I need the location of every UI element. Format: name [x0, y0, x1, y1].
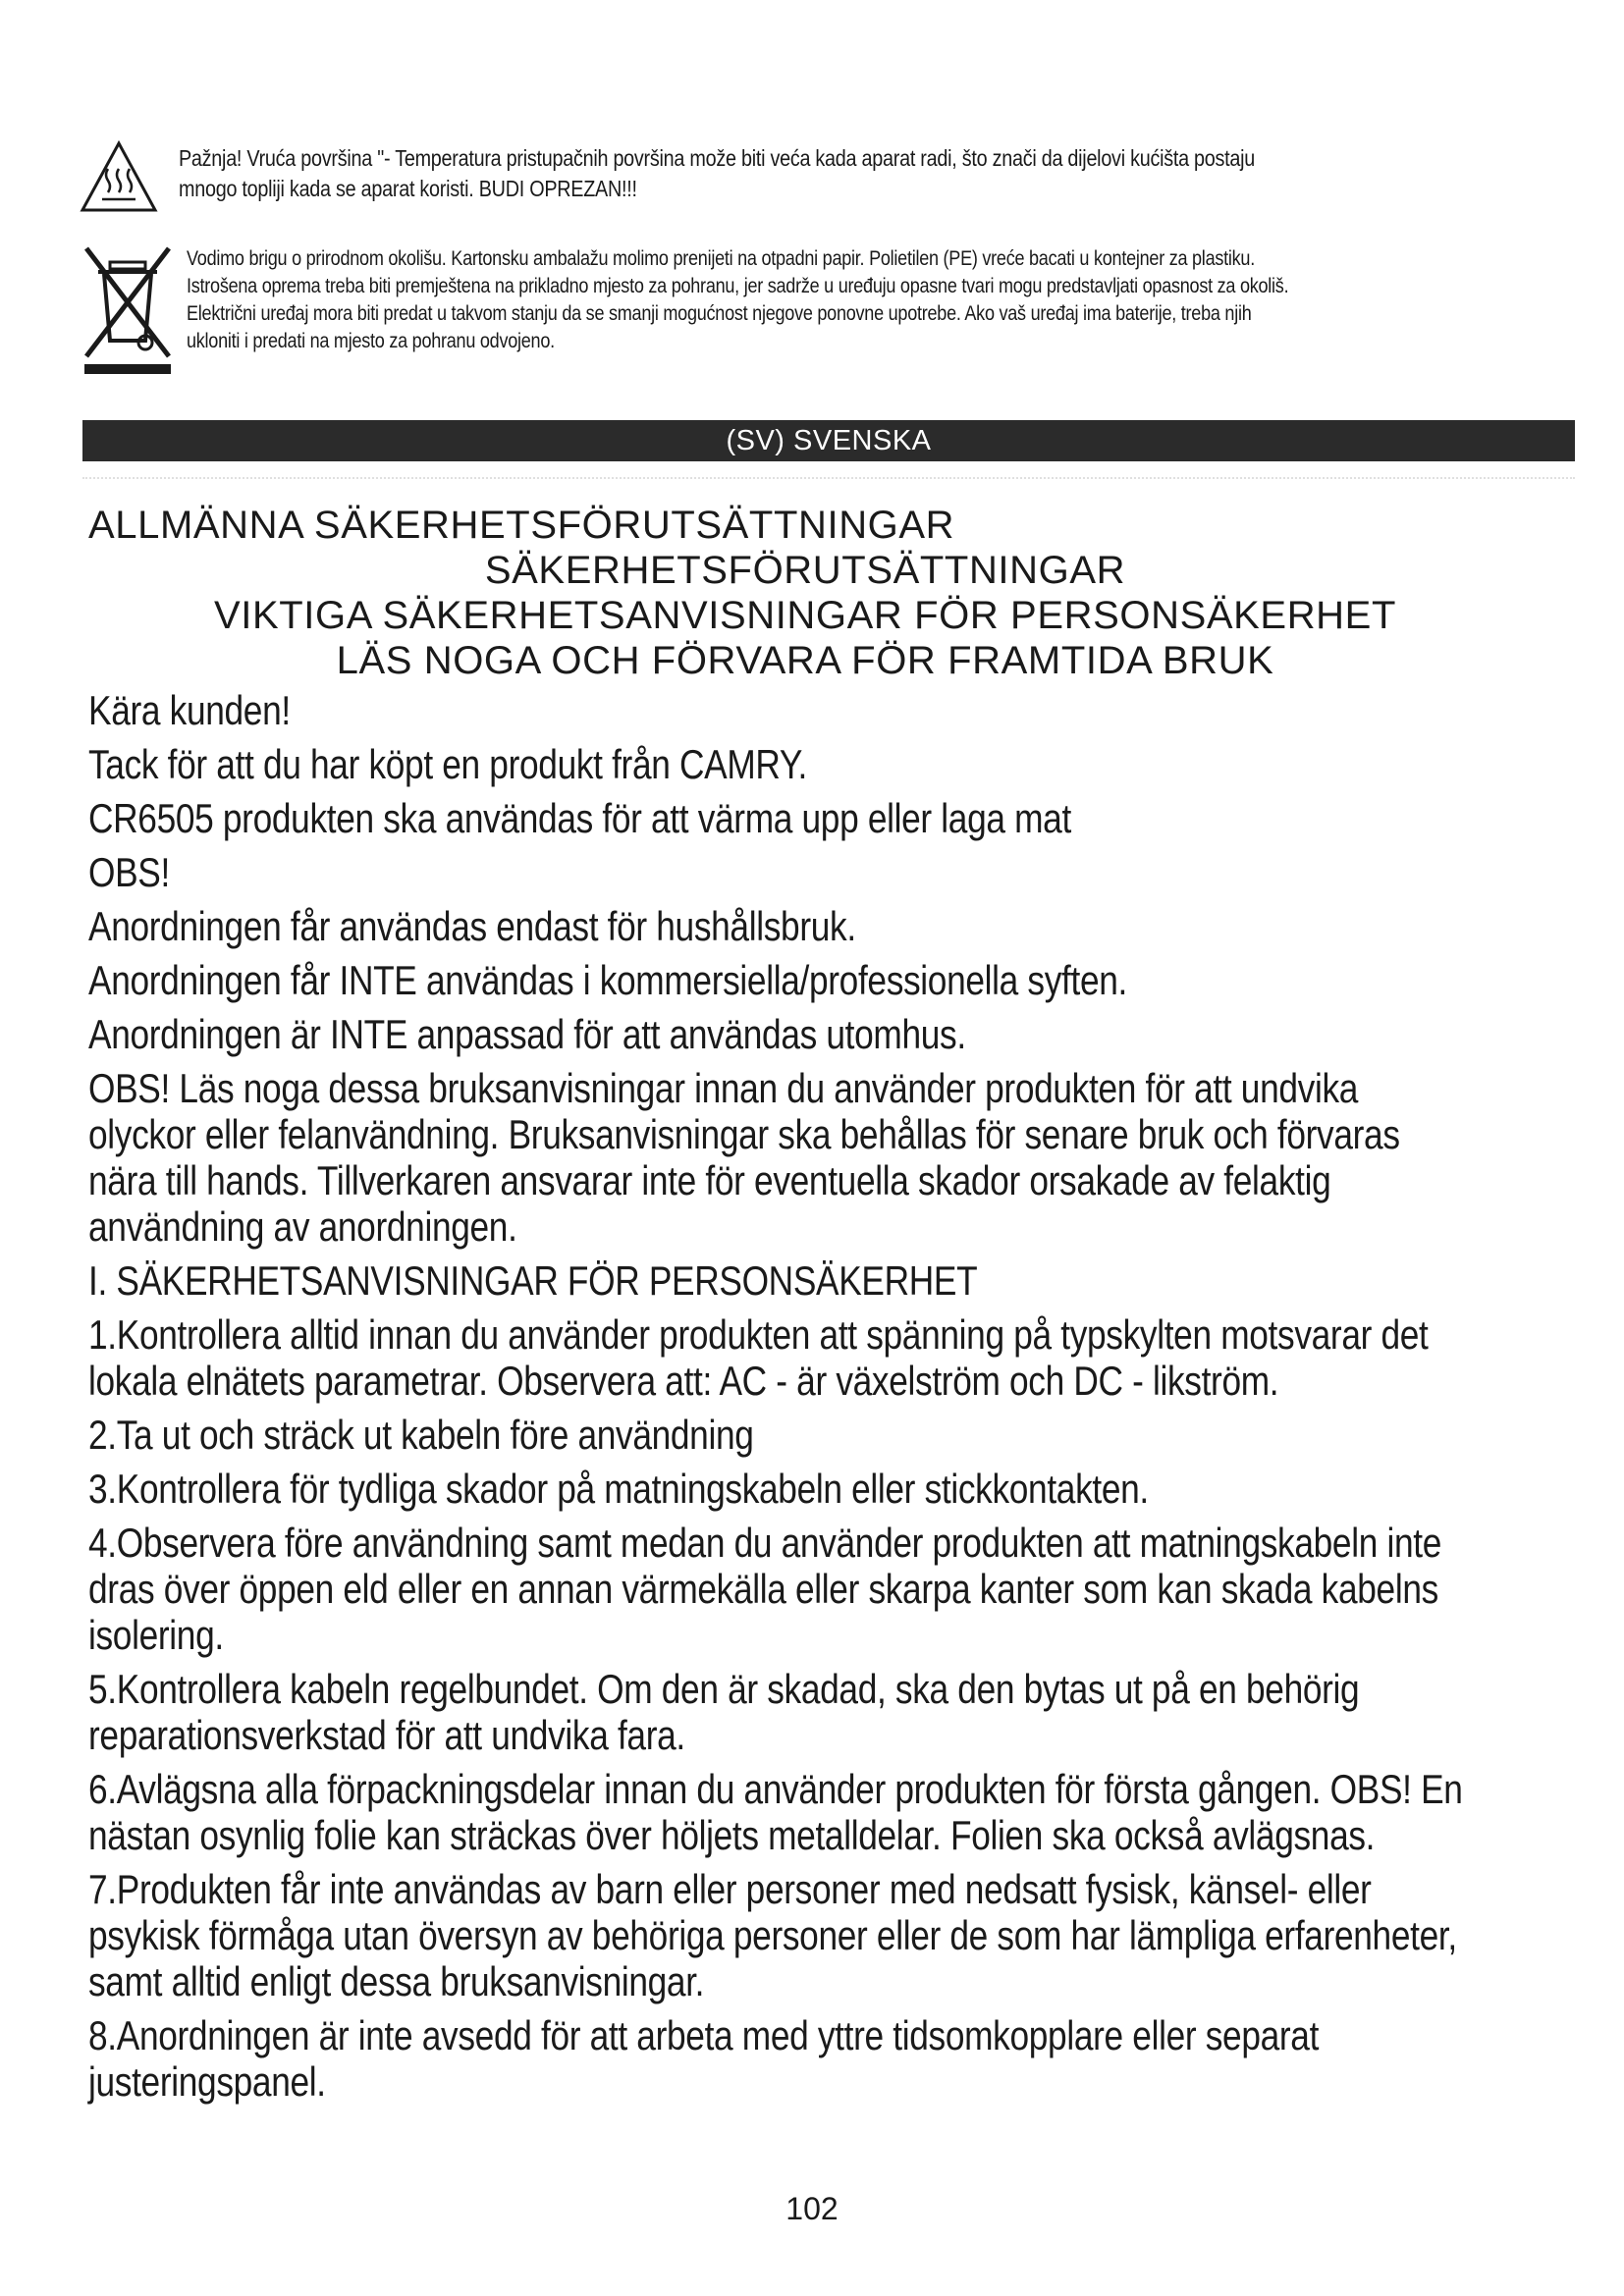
- language-section-bar: (SV) SVENSKA: [82, 420, 1575, 461]
- page-number: 102: [785, 2191, 839, 2226]
- notice-line: Istrošena oprema treba biti premještena na prikladno mjesto za pohranu, jer sadrže u uređuju opasne tvari mogu predstavljati opasnost za okoliš.: [187, 275, 1289, 297]
- hot-surface-warning: [79, 137, 1571, 226]
- disposal-notice: [79, 240, 1571, 383]
- text-line: justeringspanel.: [88, 2058, 326, 2105]
- text-line: samt alltid enligt dessa bruksanvisningar.: [88, 1958, 705, 2004]
- paragraph: [88, 1065, 1581, 1250]
- paragraph: [88, 1011, 1581, 1057]
- hot-surface-warning-text: [179, 143, 1255, 204]
- manual-content: [88, 503, 1581, 2112]
- text-line: nästan osynlig folie kan sträckas över höljets metalldelar. Folien ska också avlägsnas.: [88, 1812, 1376, 1858]
- instructions-body: [88, 687, 1581, 2105]
- text-line: Tack för att du har köpt en produkt från CAMRY.: [88, 741, 808, 787]
- paragraph: [88, 2012, 1581, 2105]
- text-line: Kära kunden!: [88, 687, 291, 733]
- text-line: I. SÄKERHETSANVISNINGAR FÖR PERSONSÄKERHET: [88, 1257, 978, 1304]
- text-line: reparationsverkstad för att undvika fara.: [88, 1712, 685, 1758]
- text-line: dras över öppen eld eller en annan värmekälla eller skarpa kanter som kan skada kabelns: [88, 1566, 1438, 1612]
- text-line: psykisk förmåga utan översyn av behöriga personer eller de som har lämpliga erfarenheter,: [88, 1912, 1457, 1958]
- heading-safety-conditions: SÄKERHETSFÖRUTSÄTTNINGAR: [484, 549, 1126, 592]
- text-line: CR6505 produkten ska användas för att värma upp eller laga mat: [88, 795, 1071, 841]
- paragraph: [88, 1866, 1581, 2004]
- paragraph: [88, 687, 1581, 733]
- paragraph: [88, 849, 1581, 895]
- paragraph: [88, 1766, 1581, 1858]
- paragraph: [88, 903, 1581, 949]
- text-line: nära till hands. Tillverkaren ansvarar inte för eventuella skador orsakade av felaktig: [88, 1157, 1331, 1203]
- text-line: Anordningen får användas endast för hushållsbruk.: [88, 903, 856, 949]
- notice-line: Električni uređaj mora biti predat u takvom stanju da se smanji mogućnost njegove ponovne upotrebe. Ako vaš uređaj ima baterije, treba njih: [187, 302, 1252, 325]
- paragraph: [88, 1466, 1581, 1512]
- text-line: 3.Kontrollera för tydliga skador på matningskabeln eller stickkontakten.: [88, 1466, 1149, 1512]
- paragraph: [88, 795, 1581, 841]
- divider: [82, 477, 1575, 479]
- text-line: 8.Anordningen är inte avsedd för att arbeta med yttre tidsomkopplare eller separat: [88, 2012, 1320, 2058]
- paragraph: [88, 741, 1581, 787]
- warning-line: mnogo topliji kada se aparat koristi. BUDI OPREZAN!!!: [179, 176, 637, 201]
- paragraph: [88, 1311, 1581, 1404]
- heading-read-carefully: LÄS NOGA OCH FÖRVARA FÖR FRAMTIDA BRUK: [336, 639, 1274, 682]
- paragraph: [88, 957, 1581, 1003]
- text-line: olyckor eller felanvändning. Bruksanvisningar ska behållas för senare bruk och förvaras: [88, 1111, 1400, 1157]
- notice-line: Vodimo brigu o prirodnom okolišu. Kartonsku ambalažu molimo prenijeti na otpadni papir. Polietilen (PE) vreće bacati u kontejner za plastiku.: [187, 247, 1255, 270]
- text-line: isolering.: [88, 1612, 224, 1658]
- text-line: OBS!: [88, 849, 170, 895]
- paragraph: [88, 1520, 1581, 1658]
- text-line: 6.Avlägsna alla förpackningsdelar innan du använder produkten för första gången. OBS! En: [88, 1766, 1463, 1812]
- text-line: 7.Produkten får inte användas av barn eller personer med nedsatt fysisk, känsel- eller: [88, 1866, 1372, 1912]
- text-line: 2.Ta ut och sträck ut kabeln före användning: [88, 1412, 754, 1458]
- text-line: Anordningen är INTE anpassad för att användas utomhus.: [88, 1011, 966, 1057]
- text-line: 5.Kontrollera kabeln regelbundet. Om den är skadad, ska den bytas ut på en behörig: [88, 1666, 1360, 1712]
- text-line: Anordningen får INTE användas i kommersiella/professionella syften.: [88, 957, 1127, 1003]
- text-line: 4.Observera före användning samt medan du använder produkten att matningskabeln inte: [88, 1520, 1441, 1566]
- hot-surface-warning-icon: [79, 137, 159, 216]
- paragraph: [88, 1412, 1581, 1458]
- text-line: 1.Kontrollera alltid innan du använder produkten att spänning på typskylten motsvarar det: [88, 1311, 1429, 1358]
- text-line: lokala elnätets parametrar. Observera att: AC - är växelström och DC - likström.: [88, 1358, 1279, 1404]
- paragraph: [88, 1257, 1581, 1304]
- disposal-notice-text: [187, 245, 1288, 355]
- crossed-out-bin-icon: [79, 240, 177, 378]
- warning-line: Pažnja! Vruća površina "- Temperatura pristupačnih površina može biti veća kada aparat radi, što znači da dijelovi kućišta postaju: [179, 145, 1256, 171]
- notice-line: ukloniti i predati na mjesto za pohranu odvojeno.: [187, 330, 555, 352]
- heading-general-safety: ALLMÄNNA SÄKERHETSFÖRUTSÄTTNINGAR: [88, 504, 955, 547]
- paragraph: [88, 1666, 1581, 1758]
- heading-personal-safety: VIKTIGA SÄKERHETSANVISNINGAR FÖR PERSONSÄKERHET: [213, 594, 1396, 637]
- text-line: användning av anordningen.: [88, 1203, 517, 1250]
- text-line: OBS! Läs noga dessa bruksanvisningar innan du använder produkten för att undvika: [88, 1065, 1359, 1111]
